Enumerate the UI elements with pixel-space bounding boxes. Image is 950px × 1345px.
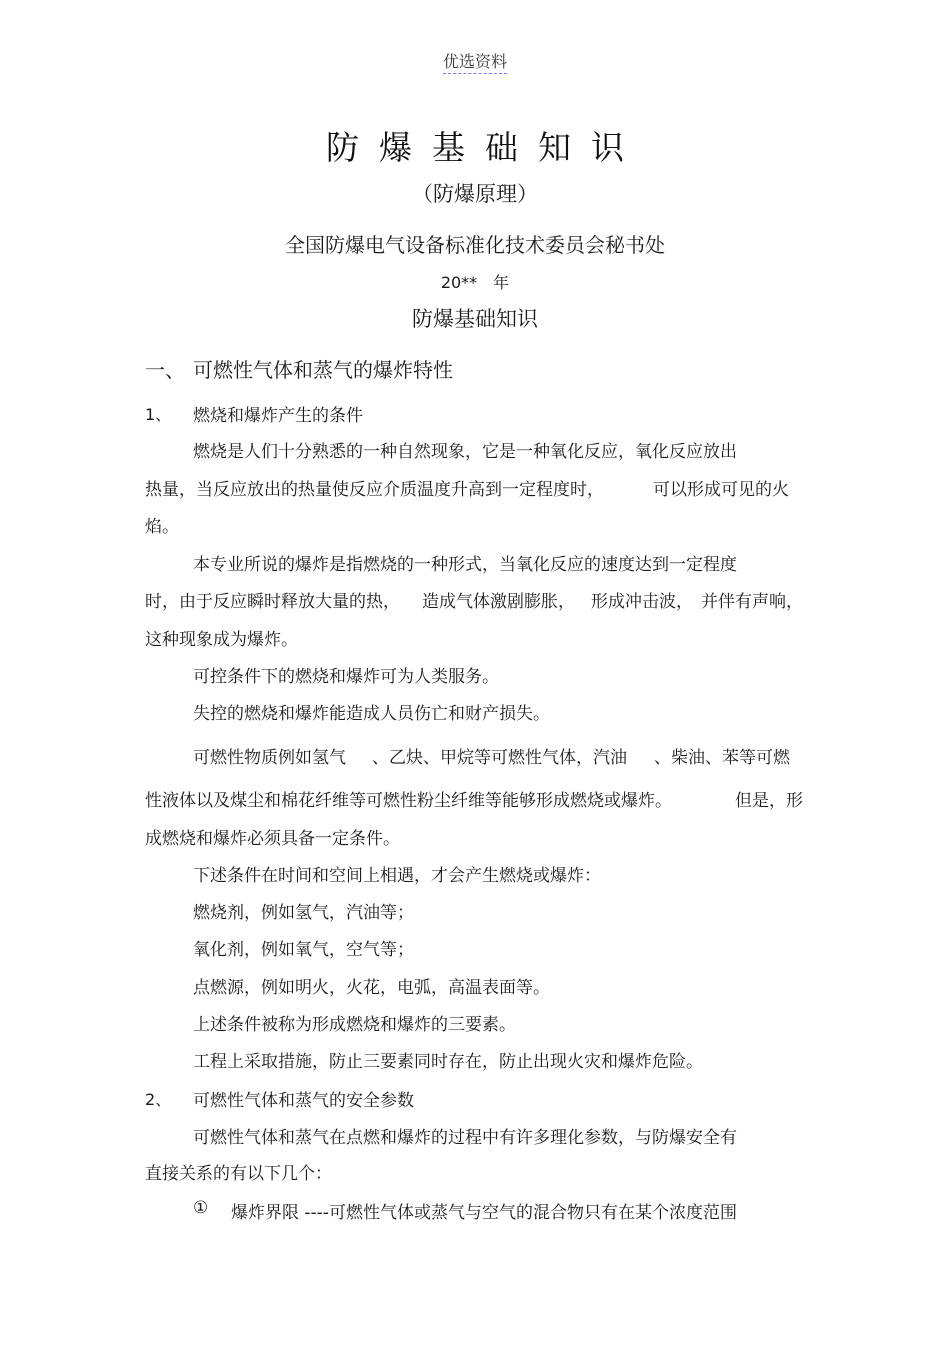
list-item: 爆炸界限 ----可燃性气体或蒸气与空气的混合物只有在某个浓度范围: [231, 1203, 737, 1223]
subsection-2-number: 2、: [145, 1090, 172, 1109]
subsection-2-title: 可燃性气体和蒸气的安全参数: [193, 1091, 414, 1111]
paragraph-line: 燃烧是人们十分熟悉的一种自然现象，它是一种氧化反应，氧化反应放出: [193, 442, 737, 462]
paragraph-line: 并伴有声响，: [701, 592, 803, 612]
paragraph-line: 焰。: [145, 517, 179, 537]
paragraph-line: 可燃性物质例如氢气: [193, 748, 346, 768]
paragraph-line: 可以形成可见的火: [653, 480, 789, 500]
paragraph-line: 本专业所说的爆炸是指燃烧的一种形式，当氧化反应的速度达到一定程度: [193, 555, 737, 575]
paragraph-line: 热量，当反应放出的热量使反应介质温度升高到一定程度时，: [145, 480, 604, 500]
subsection-1-title: 燃烧和爆炸产生的条件: [193, 406, 363, 426]
paragraph-line: 可控条件下的燃烧和爆炸可为人类服务。: [193, 667, 499, 687]
paragraph-line: 、乙炔、甲烷等可燃性气体，汽油: [372, 748, 627, 768]
list-item: 燃烧剂，例如氢气，汽油等；: [193, 903, 414, 923]
paragraph-line: 下述条件在时间和空间上相遇，才会产生燃烧或爆炸：: [193, 866, 601, 886]
paragraph-line: 性液体以及煤尘和棉花纤维等可燃性粉尘纤维等能够形成燃烧或爆炸。: [145, 791, 672, 811]
paragraph-line: 失控的燃烧和爆炸能造成人员伤亡和财产损失。: [193, 704, 550, 724]
section-1-title: 可燃性气体和蒸气的爆炸特性: [193, 358, 453, 382]
document-title: 防爆基础知识: [326, 128, 644, 167]
subsection-1-number: 1、: [145, 405, 172, 424]
paragraph-line: 工程上采取措施，防止三要素同时存在，防止出现火灾和爆炸危险。: [193, 1052, 703, 1072]
paragraph-line: 直接关系的有以下几个：: [145, 1164, 332, 1184]
watermark: 优选资料: [0, 49, 950, 72]
paragraph-line: 、柴油、苯等可燃: [654, 748, 790, 768]
paragraph-line: 造成气体激剧膨胀，: [422, 592, 575, 612]
document-subtitle: （防爆原理）: [412, 182, 538, 206]
list-item: 点燃源，例如明火，火花，电弧，高温表面等。: [193, 978, 550, 998]
section-heading-main: 防爆基础知识: [412, 307, 538, 331]
organization-name: 全国防爆电气设备标准化技术委员会秘书处: [285, 233, 665, 257]
paragraph-line: 形成冲击波，: [591, 592, 693, 612]
document-year: 20** 年: [440, 273, 510, 292]
paragraph-line: 成燃烧和爆炸必须具备一定条件。: [145, 829, 400, 849]
paragraph-line: 但是，形: [735, 791, 803, 811]
list-item-marker: ①: [193, 1198, 209, 1218]
section-1-number: 一、: [145, 358, 185, 382]
paragraph-line: 可燃性气体和蒸气在点燃和爆炸的过程中有许多理化参数，与防爆安全有: [193, 1128, 737, 1148]
paragraph-line: 时，由于反应瞬时释放大量的热，: [145, 592, 400, 612]
paragraph-line: 这种现象成为爆炸。: [145, 630, 298, 650]
paragraph-line: 上述条件被称为形成燃烧和爆炸的三要素。: [193, 1015, 516, 1035]
list-item: 氧化剂，例如氧气，空气等；: [193, 940, 414, 960]
